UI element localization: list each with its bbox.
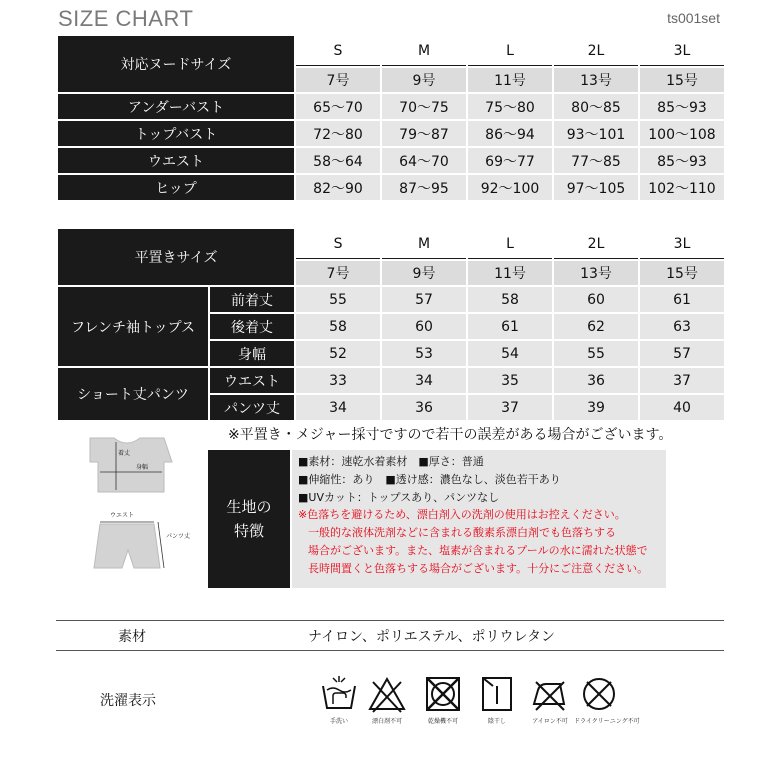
care-caption: 漂白剤不可	[371, 718, 402, 725]
table-cell: 62	[554, 314, 638, 339]
hand-wash-icon	[319, 674, 359, 714]
care-item	[472, 674, 522, 726]
shade-dry-icon	[477, 674, 517, 714]
table-cell: 34	[382, 368, 466, 393]
table-cell: 92〜100	[468, 175, 552, 200]
product-code: ts001set	[667, 10, 720, 26]
table-cell: 36	[554, 368, 638, 393]
table-cell: 63	[640, 314, 724, 339]
table-cell: 102〜110	[640, 175, 724, 200]
table-cell: 55	[554, 341, 638, 366]
row-label: パンツ丈	[210, 395, 294, 420]
size-header: 3L	[640, 36, 724, 66]
page-title: SIZE CHART	[58, 6, 194, 31]
header-label: 対応ヌードサイズ	[58, 36, 294, 92]
row-label: ヒップ	[58, 175, 294, 200]
group-label: ショート丈パンツ	[58, 368, 208, 420]
garment-diagram	[72, 432, 202, 592]
measurement-note: ※平置き・メジャー採寸ですので若干の誤差がある場合がございます。	[228, 427, 673, 443]
top-shape	[90, 438, 172, 492]
table-row	[58, 175, 724, 200]
size-number: 15号	[640, 261, 724, 285]
size-number: 7号	[296, 68, 380, 92]
table-cell: 39	[554, 395, 638, 420]
table-cell: 86〜94	[468, 121, 552, 146]
no-iron-icon	[530, 674, 570, 714]
care-caption: 手洗い	[329, 718, 348, 725]
care-label: 洗濯表示	[100, 693, 156, 709]
row-label: ウエスト	[58, 148, 294, 173]
size-header: 3L	[640, 229, 724, 259]
table-cell: 85〜93	[640, 148, 724, 173]
size-header: 2L	[554, 229, 638, 259]
pants-shape	[94, 524, 160, 568]
fabric-warning: 一般的な液体洗剤などに含まれる酸素系漂白剤でも色落ちする	[308, 526, 616, 540]
table-row	[58, 148, 724, 173]
no-bleach-icon	[367, 674, 407, 714]
table-cell: 57	[640, 341, 724, 366]
table-cell: 34	[296, 395, 380, 420]
fabric-features-label	[208, 450, 290, 588]
table-cell: 37	[640, 368, 724, 393]
table-cell: 36	[382, 395, 466, 420]
table-cell: 40	[640, 395, 724, 420]
size-header: L	[468, 229, 552, 259]
top-width-label: 身幅	[136, 464, 149, 471]
table-cell: 70〜75	[382, 94, 466, 119]
size-header: S	[296, 36, 380, 66]
fabric-warning: 長時間置くと色落ちする場合がございます。十分にご注意ください。	[308, 561, 649, 575]
group-label: フレンチ袖トップス	[58, 287, 208, 366]
pants-length-label: パンツ丈	[166, 533, 191, 540]
header-label: 平置きサイズ	[58, 229, 294, 285]
table-cell: 55	[296, 287, 380, 312]
table-row	[58, 121, 724, 146]
care-item	[314, 674, 364, 726]
row-label: トップバスト	[58, 121, 294, 146]
size-number: 9号	[382, 68, 466, 92]
row-label: 前着丈	[210, 287, 294, 312]
care-item	[525, 674, 575, 726]
table-row	[58, 368, 724, 393]
table-cell: 35	[468, 368, 552, 393]
table-cell: 87〜95	[382, 175, 466, 200]
table-cell: 61	[640, 287, 724, 312]
care-caption: アイロン不可	[532, 718, 568, 725]
table-cell: 58〜64	[296, 148, 380, 173]
table-cell: 97〜105	[554, 175, 638, 200]
fabric-label-line1: 生地の	[226, 498, 272, 516]
care-caption: 陰干し	[487, 718, 506, 725]
material-value: ナイロン、ポリエステル、ポリウレタン	[308, 629, 555, 645]
table-cell: 72〜80	[296, 121, 380, 146]
size-number: 13号	[554, 68, 638, 92]
table-cell: 54	[468, 341, 552, 366]
fabric-line: ■素材：速乾水着素材 ■厚さ：普通	[298, 455, 484, 468]
size-number: 9号	[382, 261, 466, 285]
no-tumble-dry-icon	[423, 674, 463, 714]
care-caption: ドライクリーニング不可	[574, 718, 640, 725]
divider	[56, 620, 724, 621]
fabric-warning: ※色落ちを避けるため、漂白剤入の洗剤の使用はお控えください。	[298, 508, 626, 522]
size-number: 15号	[640, 68, 724, 92]
table-cell: 57	[382, 287, 466, 312]
fabric-label-line2: 特徴	[233, 522, 264, 540]
size-header: L	[468, 36, 552, 66]
table-cell: 69〜77	[468, 148, 552, 173]
row-label: 身幅	[210, 341, 294, 366]
table-cell: 64〜70	[382, 148, 466, 173]
table-cell: 58	[468, 287, 552, 312]
row-label: アンダーバスト	[58, 94, 294, 119]
row-label: 後着丈	[210, 314, 294, 339]
size-number: 7号	[296, 261, 380, 285]
care-item	[362, 674, 412, 726]
size-number: 13号	[554, 261, 638, 285]
table-cell: 52	[296, 341, 380, 366]
table-cell: 75〜80	[468, 94, 552, 119]
table-cell: 33	[296, 368, 380, 393]
table-cell: 100〜108	[640, 121, 724, 146]
table-cell: 80〜85	[554, 94, 638, 119]
table-row	[58, 94, 724, 119]
table-cell: 37	[468, 395, 552, 420]
care-caption: 乾燥機不可	[427, 718, 458, 725]
material-label: 素材	[118, 629, 146, 645]
table-cell: 58	[296, 314, 380, 339]
care-item	[574, 674, 640, 726]
size-number: 11号	[468, 68, 552, 92]
size-header: M	[382, 36, 466, 66]
size-number: 11号	[468, 261, 552, 285]
fabric-line: ■UVカット：トップスあり、パンツなし	[298, 490, 500, 504]
nude-size-table	[56, 34, 726, 202]
flat-size-table	[56, 227, 726, 422]
table-cell: 61	[468, 314, 552, 339]
care-item	[418, 674, 468, 726]
fabric-line: ■伸縮性：あり ■透け感：濃色なし、淡色若干あり	[298, 472, 561, 486]
table-cell: 53	[382, 341, 466, 366]
size-header: 2L	[554, 36, 638, 66]
table-cell: 60	[382, 314, 466, 339]
size-header: M	[382, 229, 466, 259]
fabric-features-box	[292, 450, 666, 588]
no-dry-clean-icon	[579, 674, 619, 714]
table-cell: 65〜70	[296, 94, 380, 119]
table-row	[58, 287, 724, 312]
table-cell: 82〜90	[296, 175, 380, 200]
size-header: S	[296, 229, 380, 259]
waist-label: ウエスト	[110, 512, 135, 519]
fabric-warning: 場合がございます。また、塩素が含まれるプールの水に濡れた状態で	[308, 543, 648, 557]
top-length-label: 着丈	[118, 450, 131, 457]
row-label: ウエスト	[210, 368, 294, 393]
table-cell: 77〜85	[554, 148, 638, 173]
table-cell: 93〜101	[554, 121, 638, 146]
table-cell: 79〜87	[382, 121, 466, 146]
table-cell: 85〜93	[640, 94, 724, 119]
divider	[56, 650, 724, 651]
table-cell: 60	[554, 287, 638, 312]
garment-diagram-svg	[72, 432, 202, 592]
